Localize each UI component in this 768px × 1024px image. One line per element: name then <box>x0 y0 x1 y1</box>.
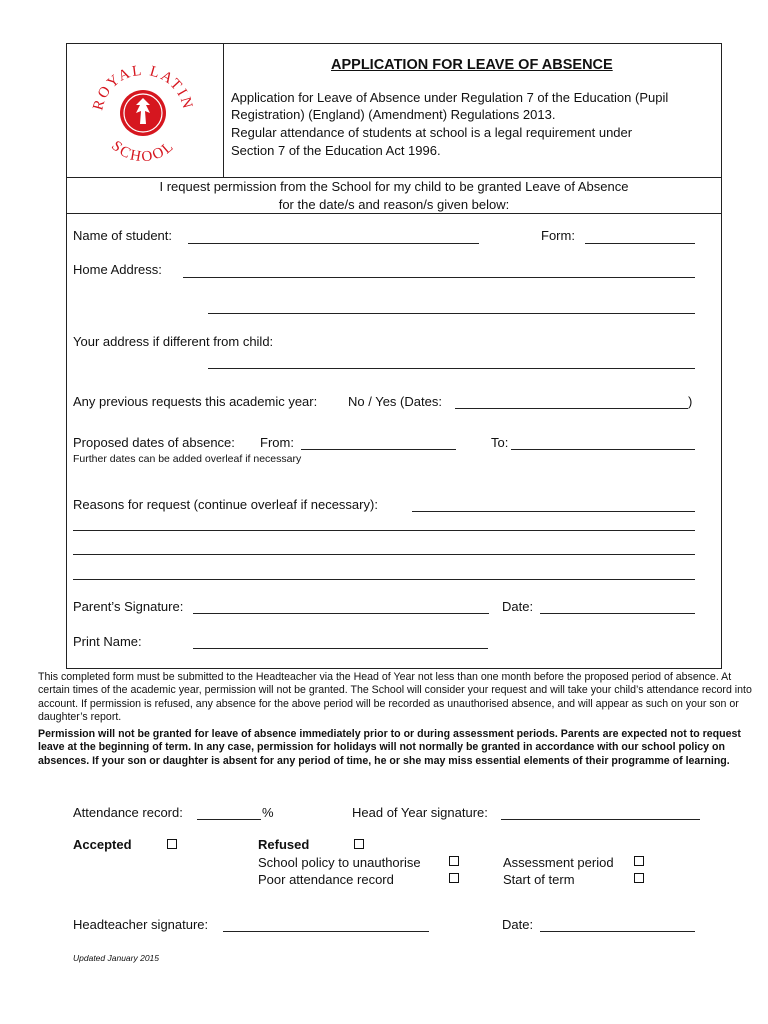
percent-sign: % <box>262 805 274 820</box>
student-name-line[interactable] <box>188 243 479 244</box>
reasons-line-3[interactable] <box>73 554 695 555</box>
intro-line-4: Section 7 of the Education Act 1996. <box>231 143 441 158</box>
from-label: From: <box>260 435 294 450</box>
school-logo <box>88 58 198 168</box>
hoy-signature-line[interactable] <box>501 819 700 820</box>
other-address-line[interactable] <box>208 368 695 369</box>
accepted-checkbox[interactable] <box>167 839 177 849</box>
school-policy-checkbox[interactable] <box>449 856 459 866</box>
to-date-line[interactable] <box>511 449 695 450</box>
permission-warning: Permission will not be granted for leave of absence immediately prior to or during assessment periods. Parents are expected not to request leave at the beginning of term. In any case, permission for holidays will not normally be granted in accordance with our school policy on absences. If your son or daughter is absent for any period of time, he or she may miss essential elements of their programme of learning. <box>38 728 741 767</box>
previous-dates-line[interactable] <box>455 408 688 409</box>
form-label: Form: <box>541 228 575 243</box>
print-name-label: Print Name: <box>73 634 142 649</box>
request-line-2: for the date/s and reason/s given below: <box>278 197 510 212</box>
hoy-signature-label: Head of Year signature: <box>352 805 488 820</box>
accepted-label: Accepted <box>73 837 132 852</box>
refused-label: Refused <box>258 837 310 852</box>
header-divider-vertical <box>223 43 224 177</box>
proposed-dates-label: Proposed dates of absence: <box>73 435 235 450</box>
logo-text-top: ROYAL LATIN <box>90 62 196 113</box>
parent-signature-label: Parent’s Signature: <box>73 599 184 614</box>
previous-requests-label: Any previous requests this academic year: <box>73 394 318 409</box>
close-paren: ) <box>688 394 693 409</box>
headteacher-signature-label: Headteacher signature: <box>73 917 209 932</box>
start-of-term-label: Start of term <box>503 872 575 887</box>
start-of-term-checkbox[interactable] <box>634 873 644 883</box>
assessment-period-label: Assessment period <box>503 855 614 870</box>
logo-text-bottom: SCHOOL <box>108 137 178 166</box>
attendance-record-label: Attendance record: <box>73 805 183 820</box>
poor-attendance-label: Poor attendance record <box>258 872 394 887</box>
submission-note: This completed form must be submitted to the Headteacher via the Head of Year not less than one month before the proposed period of absence. At certain times of the academic year, permission will not be granted. The School will consider your request and will take your child’s attendance record into account. If permission is refused, any absence for the above period will be recorded as unauthorised absence, and will appear as such on your son or daughter’s report. <box>38 671 752 724</box>
request-line-1: I request permission from the School for my child to be granted Leave of Absence <box>159 179 629 194</box>
reasons-line-1[interactable] <box>412 511 695 512</box>
school-policy-label: School policy to unauthorise <box>258 855 421 870</box>
headteacher-signature-line[interactable] <box>223 931 429 932</box>
headteacher-date-label: Date: <box>502 917 534 932</box>
reasons-line-4[interactable] <box>73 579 695 580</box>
reasons-label: Reasons for request (continue overleaf if necessary): <box>73 497 378 512</box>
form-line[interactable] <box>585 243 695 244</box>
further-dates-note: Further dates can be added overleaf if necessary <box>73 453 302 465</box>
intro-line-1: Application for Leave of Absence under Regulation 7 of the Education (Pupil <box>231 90 669 105</box>
parent-signature-line[interactable] <box>193 613 489 614</box>
form-title: APPLICATION FOR LEAVE OF ABSENCE <box>331 57 613 73</box>
reasons-line-2[interactable] <box>73 530 695 531</box>
parent-date-label: Date: <box>502 599 534 614</box>
other-address-label: Your address if different from child: <box>73 334 274 349</box>
updated-note: Updated January 2015 <box>73 953 160 963</box>
intro-line-2: Registration) (England) (Amendment) Regulations 2013. <box>231 107 556 122</box>
print-name-line[interactable] <box>193 648 488 649</box>
to-label: To: <box>491 435 509 450</box>
attendance-record-line[interactable] <box>197 819 261 820</box>
refused-checkbox[interactable] <box>354 839 364 849</box>
home-address-line-2[interactable] <box>208 313 695 314</box>
poor-attendance-checkbox[interactable] <box>449 873 459 883</box>
home-address-line-1[interactable] <box>183 277 695 278</box>
no-yes-label: No / Yes (Dates: <box>348 394 442 409</box>
home-address-label: Home Address: <box>73 262 162 277</box>
from-date-line[interactable] <box>301 449 456 450</box>
headteacher-date-line[interactable] <box>540 931 695 932</box>
parent-date-line[interactable] <box>540 613 695 614</box>
assessment-period-checkbox[interactable] <box>634 856 644 866</box>
header-divider-horizontal <box>66 177 722 178</box>
request-divider <box>66 213 722 214</box>
intro-line-3: Regular attendance of students at school is a legal requirement under <box>231 125 633 140</box>
student-name-label: Name of student: <box>73 228 172 243</box>
